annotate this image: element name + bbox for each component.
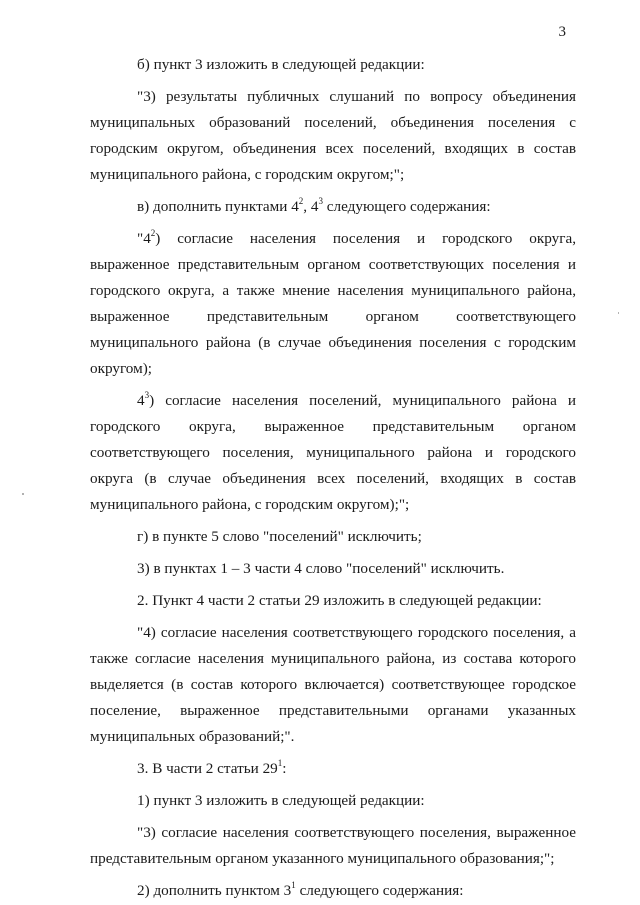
superscript: 3	[144, 389, 150, 400]
paragraph-item-3-parts	[90, 556, 576, 582]
paragraph-item-v	[90, 194, 576, 220]
text-segment: в) дополнить пунктами 4	[137, 198, 299, 215]
text-segment: 4	[137, 392, 145, 409]
text-segment: г) в пункте 5 слово "поселений" исключить;	[137, 528, 422, 545]
superscript: 1	[291, 879, 296, 890]
superscript: 3	[318, 195, 323, 206]
text-segment: "3) результаты публичных слушаний по вопросу объединения муниципальных образований поселений, объединения поселения с городским округом, объединения всех поселений, входящих в состав муниципального района, с городским округом;";	[90, 88, 576, 183]
paragraph-item-4-3	[90, 388, 576, 518]
text-segment: "4	[137, 230, 151, 247]
paragraph-item-3-consent	[90, 820, 576, 872]
text-segment: "4) согласие населения соответствующего городского поселения, а также согласие населения муниципального района, из состава которого выделяется (в состав которого включается) соответствующее городское поселение, выраженное представительными органами указанных муниципальных образований;".	[90, 624, 576, 745]
text-segment: , 4	[303, 198, 319, 215]
paragraph-item-g	[90, 524, 576, 550]
text-segment: 1) пункт 3 изложить в следующей редакции:	[137, 792, 425, 809]
scan-speck	[22, 493, 24, 495]
superscript: 1	[277, 757, 283, 768]
paragraph-section-3	[90, 756, 576, 782]
text-segment: :	[282, 760, 287, 777]
text-segment: следующего содержания:	[322, 198, 491, 215]
document-body	[90, 52, 576, 904]
scan-speck	[618, 312, 619, 314]
text-segment: "3) согласие населения соответствующего поселения, выраженное представительным органом указанного муниципального образования;";	[90, 824, 576, 867]
text-segment: следующего содержания:	[295, 882, 464, 899]
paragraph-item-2	[90, 878, 576, 904]
text-segment: 2. Пункт 4 части 2 статьи 29 изложить в следующей редакции:	[137, 592, 542, 609]
paragraph-item-1	[90, 788, 576, 814]
text-segment: 3) в пунктах 1 – 3 части 4 слово "поселений" исключить.	[137, 560, 505, 577]
text-segment: 2) дополнить пунктом 3	[137, 882, 292, 899]
text-segment: 3. В части 2 статьи 29	[137, 760, 278, 777]
text-segment: ) согласие населения поселений, муниципального района и городского округа, выраженное представительным органом соответствующего поселения, муниципального района и городского округа (в случае объединения всех поселений, входящих в состав муниципального района, с городским округом);";	[90, 392, 576, 513]
text-segment: ) согласие населения поселения и городского округа, выраженное представительным органом соответствующих поселения и городского округа, а также мнение населения муниципального района, выраженное представительным органом соответствующего муниципального района (в случае объединения поселения с городским округом);	[90, 230, 576, 377]
superscript: 2	[150, 227, 156, 238]
paragraph-item-4-2	[90, 226, 576, 382]
page-number: 3	[558, 24, 566, 40]
paragraph-item-3-results	[90, 84, 576, 188]
paragraph-item-4-consent	[90, 620, 576, 750]
text-segment: б) пункт 3 изложить в следующей редакции:	[137, 56, 425, 73]
paragraph-section-2	[90, 588, 576, 614]
superscript: 2	[298, 195, 304, 206]
paragraph-item-b	[90, 52, 576, 78]
